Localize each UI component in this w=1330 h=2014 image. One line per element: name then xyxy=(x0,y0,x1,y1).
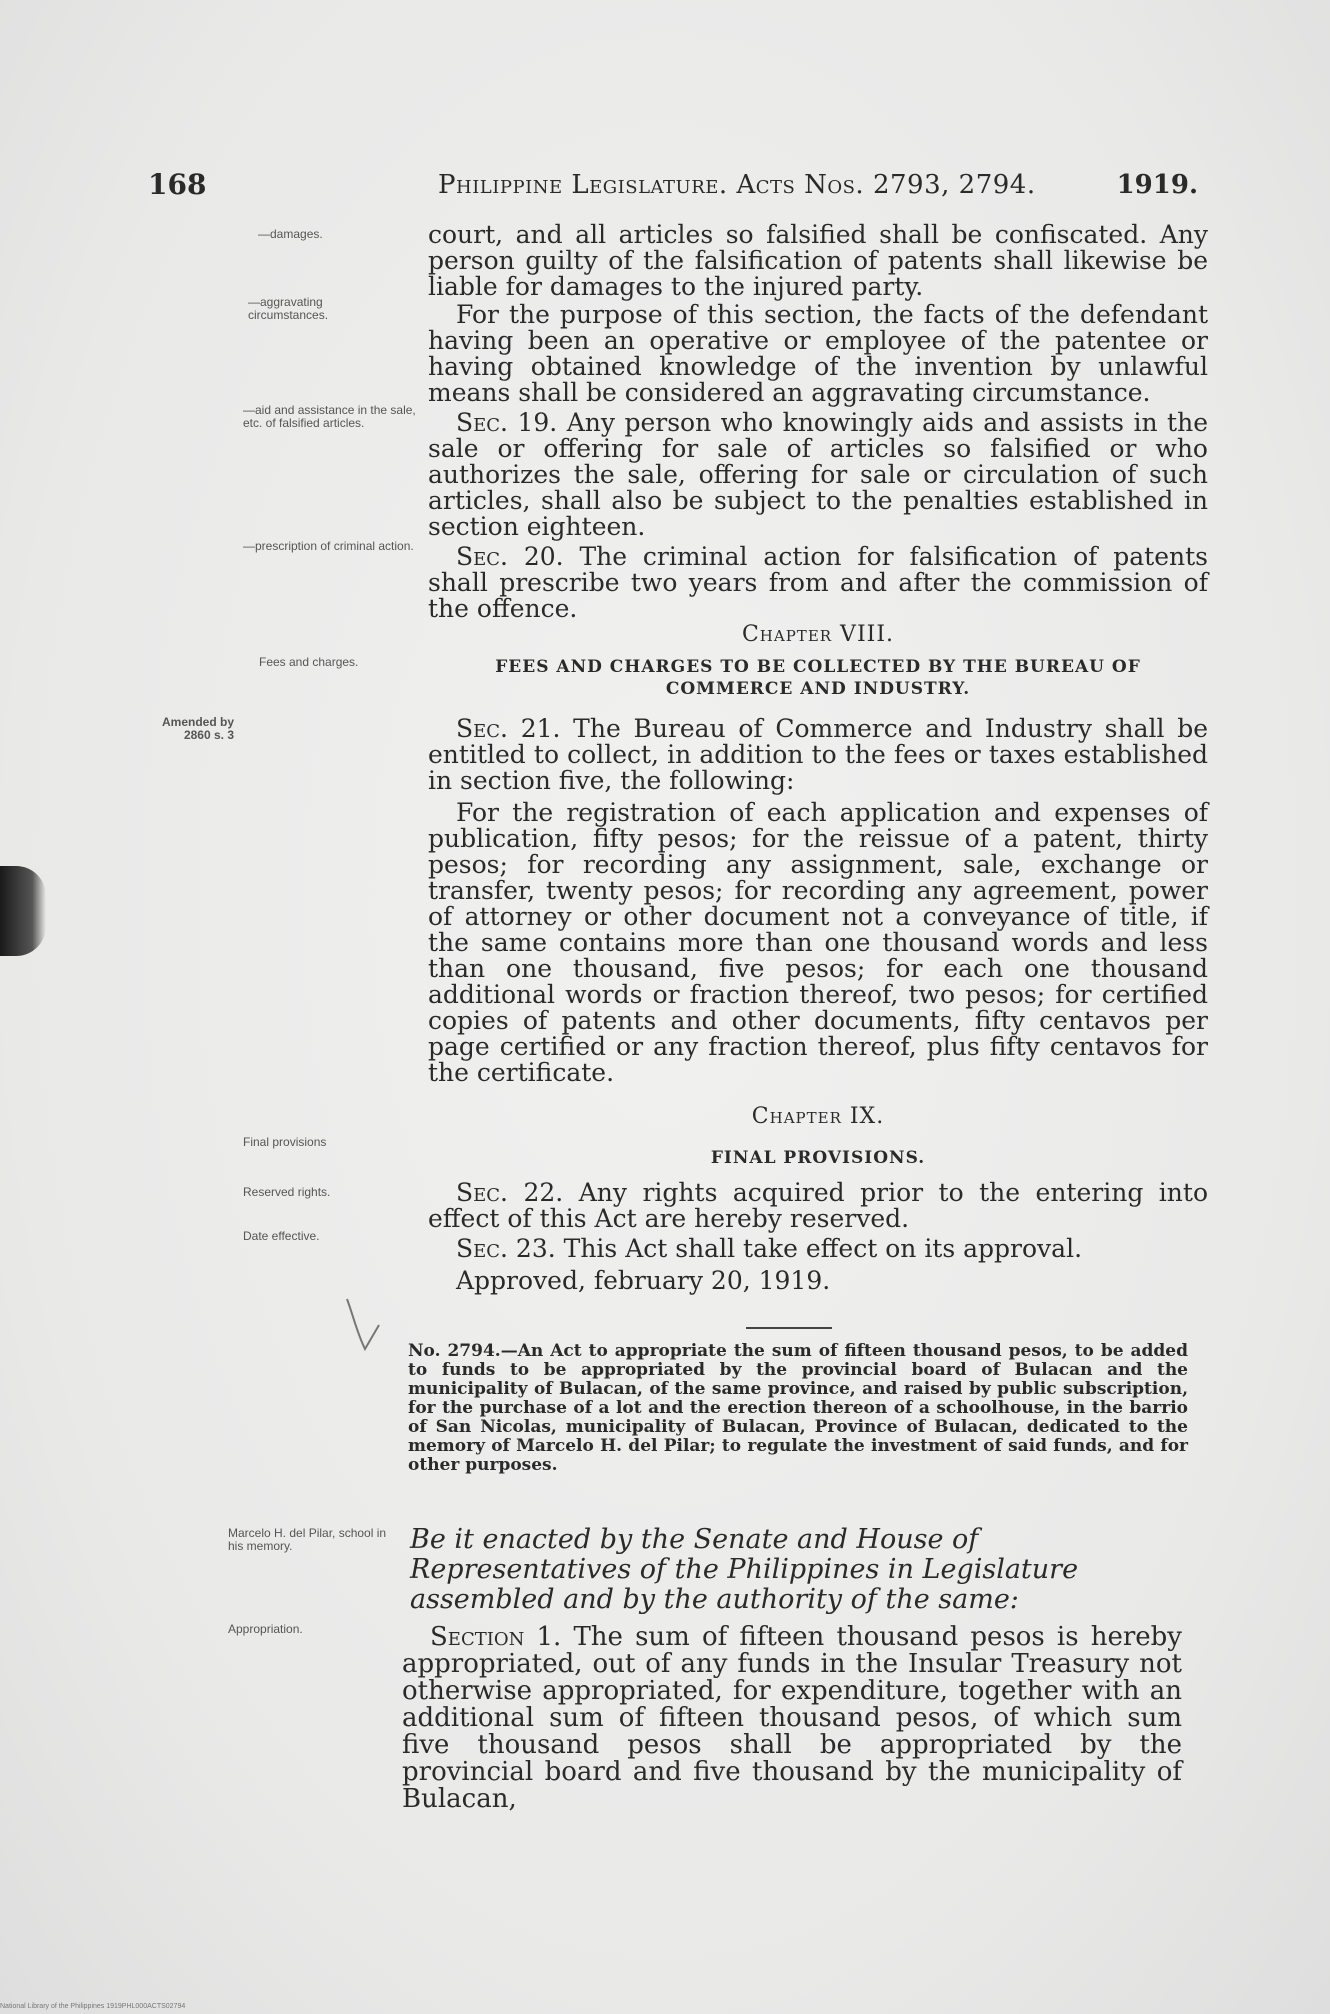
scan-footer: National Library of the Philippines 1919PHL000ACTS02794 xyxy=(0,2003,186,2010)
section-20-text: The criminal action for falsification of patents shall prescribe two years from and after the commission of the offence. xyxy=(428,542,1208,623)
pencil-check-mark xyxy=(343,1295,383,1355)
margin-note-fees: Fees and charges. xyxy=(259,655,359,669)
margin-note-aggravating: —aggravating circumstances. xyxy=(248,295,329,322)
paragraph-damages: court, and all articles so falsified shall be confiscated. Any person guilty of the falsification of patents shall likewise be liable for damages to the injured party. xyxy=(428,220,1208,301)
section-23 xyxy=(428,1236,1208,1262)
paragraph-aggravating: For the purpose of this section, the facts of the defendant having been an operative or employee of the patentee or having obtained knowledge of the invention by unlawful means shall be considered an aggravating circumstance. xyxy=(428,300,1208,407)
paragraph-fees: For the registration of each application and expenses of publication, fifty pesos; for the reissue of a patent, thirty pesos; for recording any assignment, sale, exchange or transfer, twenty pesos; for recording any agreement, power of attorney or other document not a conveyance of title, if the same contains more than one thousand words and less than one thousand, five pesos; for each one thousand additional words or fraction thereof, two pesos; for certified copies of patents and other documents, fifty centavos per page certified or any fraction thereof, plus fifty centavos for the certificate. xyxy=(428,798,1208,1087)
section-22-text: Any rights acquired prior to the entering into effect of this Act are hereby reserved. xyxy=(428,1178,1208,1233)
section-21-text: The Bureau of Commerce and Industry shall be entitled to collect, in addition to the fees or taxes established in section five, the following: xyxy=(428,714,1208,795)
section-21 xyxy=(428,716,1208,794)
section-23-label: Sec. 23. xyxy=(456,1234,556,1263)
section-23-text: This Act shall take effect on its approval. xyxy=(563,1234,1083,1263)
margin-note-prescription: —prescription of criminal action. xyxy=(243,539,414,553)
page-header xyxy=(148,168,1198,202)
chapter-8-subheading: FEES AND CHARGES TO BE COLLECTED BY THE BUREAU OF COMMERCE AND INDUSTRY. xyxy=(495,657,1141,699)
section-19-label: Sec. 19. xyxy=(456,408,558,437)
margin-note-effective: Date effective. xyxy=(243,1229,320,1243)
page-number: 168 xyxy=(148,168,207,201)
section-1-text: The sum of fifteen thousand pesos is hereby appropriated, out of any funds in the Insular Treasury not otherwise appropriated, for expenditure, together with an additional sum of fifteen thousand pesos, of which sum five thousand pesos shall be appropriated by the provincial board and five thousand by the municipality of Bulacan, xyxy=(402,1622,1182,1814)
section-1 xyxy=(402,1624,1182,1813)
section-20 xyxy=(428,544,1208,622)
margin-note-damages: —damages. xyxy=(258,227,323,241)
section-19-text: Any person who knowingly aids and assists in the sale or offering for sale of articles so falsified or who authorizes the sale, offering for sale or circulation of such articles, shall also be subject to the penalties established in section eighteen. xyxy=(428,408,1208,541)
section-1-label: Section 1. xyxy=(430,1622,562,1652)
header-year: 1919. xyxy=(1116,170,1198,200)
binding-shadow xyxy=(0,866,46,956)
enacting-clause: Be it enacted by the Senate and House of Representatives of the Philippines in Legislature assembled and by the authority of the same: xyxy=(410,1524,1079,1615)
margin-note-final: Final provisions xyxy=(243,1135,327,1149)
act-number: No. 2794. xyxy=(408,1341,501,1361)
section-divider xyxy=(746,1327,832,1329)
chapter-8-heading: Chapter VIII. xyxy=(741,622,895,647)
section-22-label: Sec. 22. xyxy=(456,1178,564,1207)
section-20-label: Sec. 20. xyxy=(456,542,564,571)
chapter-9-heading: Chapter IX. xyxy=(751,1104,885,1129)
margin-note-amended: Amended by 2860 s. 3 xyxy=(161,715,234,742)
section-22 xyxy=(428,1180,1208,1232)
chapter-9-subheading: FINAL PROVISIONS. xyxy=(710,1148,926,1168)
approval-line: Approved, february 20, 1919. xyxy=(456,1266,831,1295)
margin-note-aid: —aid and assistance in the sale, etc. of falsified articles. xyxy=(243,403,416,430)
margin-note-marcelo: Marcelo H. del Pilar, school in his memory. xyxy=(228,1526,387,1553)
margin-note-reserved: Reserved rights. xyxy=(243,1185,331,1199)
section-19 xyxy=(428,410,1208,540)
section-21-label: Sec. 21. xyxy=(456,714,561,743)
act-2794-title xyxy=(408,1342,1188,1475)
margin-note-appropriation: Appropriation. xyxy=(228,1622,303,1636)
running-title: Philippine Legislature. Acts Nos. 2793, 2794. xyxy=(438,170,1036,200)
act-description: —An Act to appropriate the sum of fifteen thousand pesos, to be added to funds to be appropriated by the provincial board of Bulacan and the municipality of Bulacan, of the same province, and raised by public subscription, for the purchase of a lot and the erection thereon of a schoolhouse, in the barrio of San Nicolas, municipality of Bulacan, Province of Bulacan, dedicated to the memory of Marcelo H. del Pilar; to regulate the investment of said funds, and for other purposes. xyxy=(408,1341,1188,1475)
